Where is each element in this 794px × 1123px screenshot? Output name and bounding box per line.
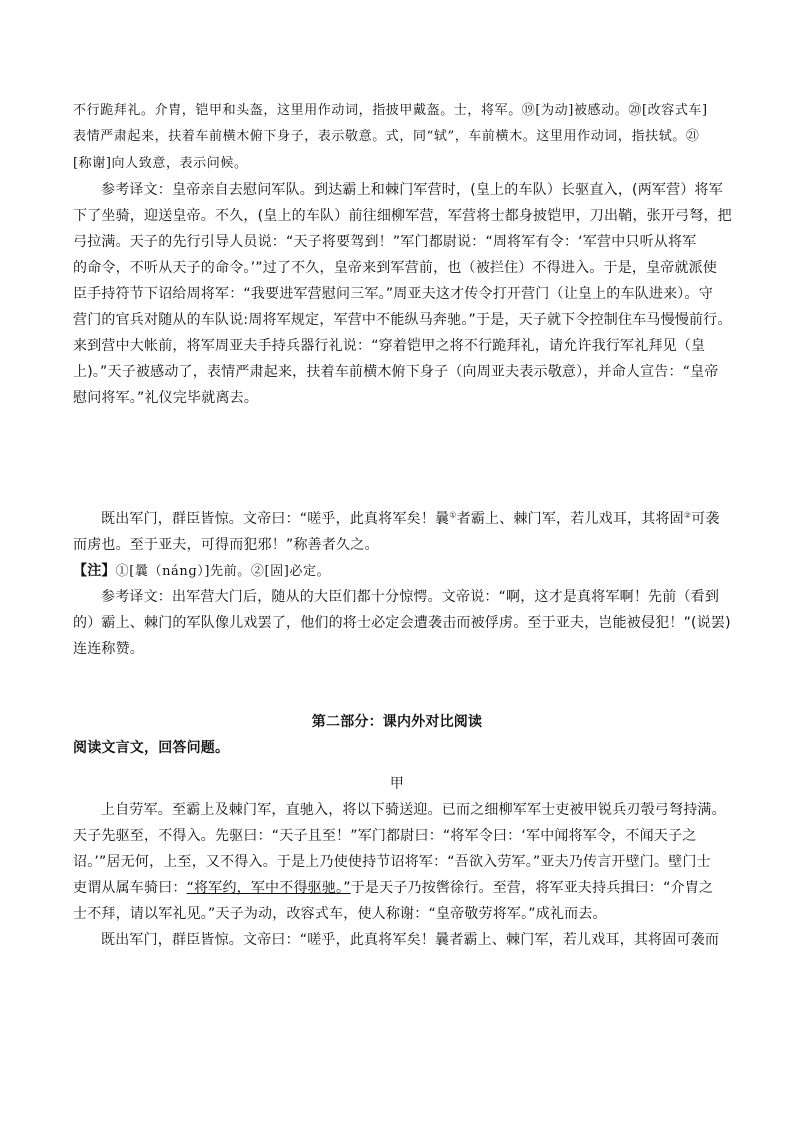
note-text: ①[曩（nánɡ）]先前。②[固]必定。 bbox=[115, 564, 331, 579]
classical-text-segment: 于是天子乃按辔徐行。至营，将军亚夫持兵揖曰：“介胄之 bbox=[350, 880, 714, 896]
annotation-line: 不行跪拜礼。介胄，铠甲和头盔，这里用作动词，指披甲戴盔。士，将军。⑲[为动]被感动。⑳[改容式车] bbox=[73, 103, 708, 118]
translation-paragraph-line: 的命令，不听从天子的命令。’”过了不久，皇帝来到军营前，也（被拦住）不得进入。于是，皇帝就派使 bbox=[73, 260, 718, 276]
translation-paragraph-line: 连连称赞。 bbox=[73, 641, 144, 657]
translation-paragraph-line: 营门的官兵对随从的车队说:周将军规定，军营中不能纵马奔驰。”于是，天子就下令控制住车马慢慢前行。 bbox=[73, 312, 732, 328]
classical-text-segment: 可袭 bbox=[691, 511, 720, 527]
translation-paragraph-line: 上)。”天子被感动了，表情严肃起来，扶着车前横木俯下身子（向周亚夫表示敬意），并命人宣告：“皇帝 bbox=[73, 364, 719, 380]
footnote-marker: ② bbox=[683, 510, 692, 520]
translation-paragraph-line: 参考译文：皇帝亲自去慰问军队。到达霸上和棘门军营时，(皇上的车队）长驱直入，(两军营）将军 bbox=[101, 182, 723, 198]
classical-text-segment: 吏谓从属车骑曰： bbox=[73, 880, 187, 896]
translation-paragraph-line: 臣手持符节下诏给周将军：“我要进军营慰问三军。”周亚夫这才传令打开营门（让皇上的车队进来）。守 bbox=[73, 286, 713, 302]
translation-paragraph-line: 慰问将军。”礼仪完毕就离去。 bbox=[73, 390, 259, 406]
classical-text-line: 诏。’”居无何，上至，又不得入。于是上乃使使持节诏将军：“吾欲入劳军。”亚夫乃传言开壁门。壁门士 bbox=[73, 854, 711, 870]
underlined-sentence: “将军约，军中不得驱驰。” bbox=[186, 880, 351, 896]
translation-paragraph-line: 的）霸上、棘门的军队像儿戏罢了，他们的将士必定会遭袭击而被俘虏。至于亚夫，岂能被侵犯！”(说罢) bbox=[73, 615, 731, 631]
footnote-marker: ① bbox=[449, 510, 457, 520]
classical-text-line: 上自劳军。至霸上及棘门军，直驰入，将以下骑送迎。已而之细柳军军士吏被甲锐兵刃彀弓弩持满。 bbox=[101, 802, 726, 818]
classical-text-line: 士不拜，请以军礼见。”天子为动，改容式车，使人称谢：“皇帝敬劳将军。”成礼而去。 bbox=[73, 906, 607, 922]
section-heading: 第二部分：课内外对比阅读 bbox=[311, 714, 483, 730]
translation-paragraph-line: 下了坐骑，迎送皇帝。不久，(皇上的车队）前往细柳军营，军营将士都身披铠甲，刀出鞘，张开弓弩，把 bbox=[73, 208, 732, 224]
classical-text-line: 而虏也。至于亚夫，可得而犯邪！”称善者久之。 bbox=[73, 537, 379, 553]
classical-text-line: 既出军门，群臣皆惊。文帝曰：“嗟乎，此真将军矣！曩者霸上、棘门军，若儿戏耳，其将固可袭而 bbox=[101, 932, 720, 948]
translation-paragraph-line: 参考译文：出军营大门后，随从的大臣们都十分惊愕。文帝说：“啊，这才是真将军啊！先前（看到 bbox=[101, 589, 720, 605]
classical-text-segment: 者霸上、棘门军，若儿戏耳，其将固 bbox=[456, 511, 684, 527]
annotation-line: 表情严肃起来，扶着车前横木俯下身子，表示敬意。式，同“轼”，车前横木。这里用作动词，指扶轼。㉑ bbox=[73, 129, 700, 144]
classical-text-line bbox=[101, 509, 720, 529]
classical-text-segment: 既出军门，群臣皆惊。文帝曰：“嗟乎，此真将军矣！曩 bbox=[101, 511, 450, 527]
footnote-line bbox=[73, 561, 330, 582]
annotation-line: [称谢]向人致意，表示问候。 bbox=[73, 156, 248, 171]
passage-label: 甲 bbox=[389, 776, 405, 792]
classical-text-line: 天子先驱至，不得入。先驱曰：“天子且至！”军门都尉曰：“将军令曰：‘军中闻将军令，不闻天子之 bbox=[73, 828, 697, 844]
instruction-text: 阅读文言文，回答问题。 bbox=[73, 740, 230, 756]
note-tag: 【注】 bbox=[73, 563, 116, 579]
translation-paragraph-line: 来到营中大帐前，将军周亚夫手持兵器行礼说：“穿着铠甲之将不行跪拜礼，请允许我行军礼拜见（皇 bbox=[73, 338, 706, 354]
classical-text-line bbox=[73, 878, 713, 898]
translation-paragraph-line: 弓拉满。天子的先行引导人员说：“天子将要驾到！”军门都尉说：“周将军有令：‘军营中只听从将军 bbox=[73, 234, 697, 250]
